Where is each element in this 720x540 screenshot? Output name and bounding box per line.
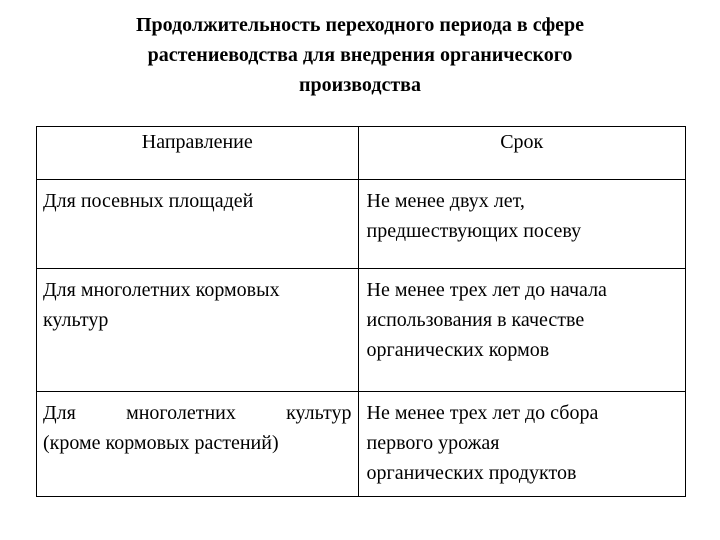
- cell-text: Не менее трех лет до сбора: [366, 402, 599, 424]
- cell-text: культур: [43, 309, 109, 331]
- cell-term: [358, 392, 686, 497]
- cell-text: органических кормов: [366, 339, 550, 361]
- title-line-3: производства: [299, 74, 421, 96]
- cell-text: Для многолетних кормовых: [43, 279, 280, 301]
- table-header-row: [37, 127, 686, 180]
- cell-text: Не менее двух лет,: [366, 190, 525, 212]
- table-row: [37, 269, 686, 392]
- cell-text: предшествующих посеву: [366, 220, 582, 242]
- cell-text: Для многолетних культур: [43, 402, 352, 424]
- cell-direction: [37, 392, 359, 497]
- cell-text: использования в качестве: [366, 309, 585, 331]
- cell-text: (кроме кормовых растений): [43, 432, 279, 454]
- cell-direction: [37, 180, 359, 269]
- header-direction: Направление: [37, 127, 359, 180]
- cell-text: первого урожая: [366, 432, 500, 454]
- title-line-2: растениеводства для внедрения органического: [147, 44, 573, 66]
- table-row: [37, 180, 686, 269]
- title-line-1: Продолжительность переходного периода в сфере: [135, 14, 585, 36]
- page-title: [40, 10, 680, 100]
- cell-text: Для посевных площадей: [43, 190, 254, 212]
- cell-term: [358, 180, 686, 269]
- cell-term: [358, 269, 686, 392]
- cell-text: Не менее трех лет до начала: [366, 279, 607, 301]
- header-term: Срок: [358, 127, 686, 180]
- cell-text: органических продуктов: [366, 462, 577, 484]
- transition-period-table: [36, 126, 686, 497]
- cell-direction: [37, 269, 359, 392]
- table-row: [37, 392, 686, 497]
